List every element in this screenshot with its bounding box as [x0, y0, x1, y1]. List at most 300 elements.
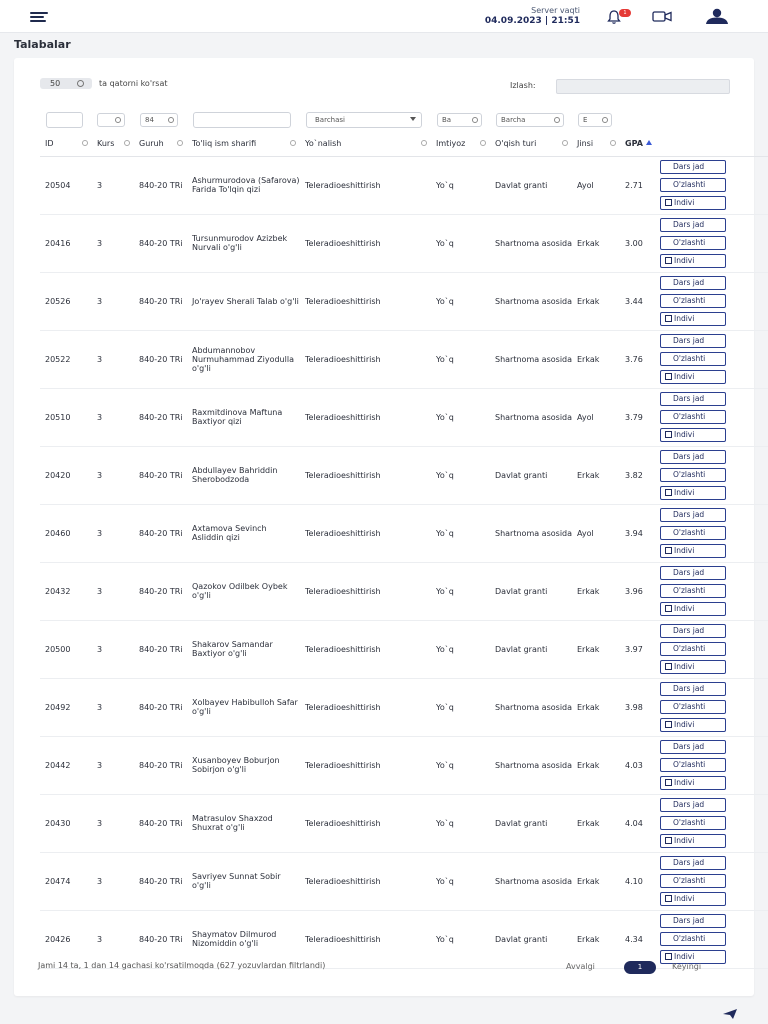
- video-icon[interactable]: [652, 11, 672, 22]
- cell-kurs: 3: [92, 562, 134, 620]
- action-label: O'zlashti: [673, 411, 706, 421]
- sort-icon: [562, 140, 568, 146]
- cell-gpa: 3.94: [620, 504, 660, 562]
- col-yonalish[interactable]: Yo`nalish: [300, 132, 431, 156]
- page-length-select[interactable]: [40, 78, 92, 89]
- table-row: [40, 156, 768, 214]
- filter-yonalish-select[interactable]: Barchasi: [306, 112, 422, 128]
- action-label: Indivi: [674, 777, 695, 787]
- individual-plan-button[interactable]: [660, 834, 726, 848]
- action-label: O'zlashti: [673, 469, 706, 479]
- cell-jinsi: Erkak: [572, 852, 620, 910]
- action-label: Dars jad: [673, 161, 705, 171]
- action-label: Dars jad: [673, 219, 705, 229]
- cell-actions: [660, 156, 768, 214]
- schedule-button[interactable]: [660, 508, 726, 522]
- col-gpa[interactable]: GPA: [620, 132, 660, 156]
- cell-name: Raxmitdinova Maftuna Baxtiyor qizi: [187, 388, 300, 446]
- schedule-button[interactable]: [660, 682, 726, 696]
- action-label: Indivi: [674, 835, 695, 845]
- cell-oqish-turi: Shartnoma asosida: [490, 852, 572, 910]
- chevron-down-icon: [472, 117, 478, 123]
- grades-button[interactable]: [660, 236, 726, 250]
- cell-jinsi: Erkak: [572, 736, 620, 794]
- cell-jinsi: Ayol: [572, 504, 620, 562]
- cell-name: Abdullayev Bahriddin Sherobodzoda: [187, 446, 300, 504]
- cell-guruh: 840-20 TRi: [134, 794, 187, 852]
- cell-guruh: 840-20 TRi: [134, 214, 187, 272]
- schedule-button[interactable]: [660, 334, 726, 348]
- individual-plan-button[interactable]: [660, 370, 726, 384]
- cell-yonalish: Teleradioeshittirish: [300, 678, 431, 736]
- cell-id: 20504: [40, 156, 92, 214]
- sort-icon: [124, 140, 130, 146]
- cell-kurs: 3: [92, 794, 134, 852]
- action-label: Indivi: [674, 719, 695, 729]
- action-label: O'zlashti: [673, 585, 706, 595]
- search-input[interactable]: [556, 79, 730, 94]
- cell-guruh: 840-20 TRi: [134, 562, 187, 620]
- cell-id: 20432: [40, 562, 92, 620]
- col-actions: [660, 132, 768, 156]
- cell-guruh: 840-20 TRi: [134, 156, 187, 214]
- schedule-button[interactable]: [660, 856, 726, 870]
- cell-actions: [660, 852, 768, 910]
- cell-actions: [660, 388, 768, 446]
- server-time-box: [485, 6, 580, 27]
- action-label: Dars jad: [673, 277, 705, 287]
- file-icon: [665, 895, 672, 902]
- cell-jinsi: Erkak: [572, 330, 620, 388]
- pagination-next[interactable]: Keyingi: [672, 962, 702, 971]
- action-label: Indivi: [674, 487, 695, 497]
- action-label: O'zlashti: [673, 237, 706, 247]
- cell-name: Qazokov Odilbek Oybek o'g'li: [187, 562, 300, 620]
- individual-plan-button[interactable]: [660, 776, 726, 790]
- cell-yonalish: Teleradioeshittirish: [300, 852, 431, 910]
- sort-icon: [82, 140, 88, 146]
- col-name[interactable]: To'liq ism sharifi: [187, 132, 300, 156]
- action-label: Dars jad: [673, 625, 705, 635]
- file-icon: [665, 605, 672, 612]
- cell-id: 20442: [40, 736, 92, 794]
- cell-id: 20474: [40, 852, 92, 910]
- cell-gpa: 3.00: [620, 214, 660, 272]
- students-table: [40, 132, 768, 969]
- table-row: [40, 446, 768, 504]
- cell-imtiyoz: Yo`q: [431, 330, 490, 388]
- cell-id: 20460: [40, 504, 92, 562]
- schedule-button[interactable]: [660, 218, 726, 232]
- cell-kurs: 3: [92, 272, 134, 330]
- filter-oqish-turi-select[interactable]: Barcha: [496, 113, 564, 127]
- cell-jinsi: Ayol: [572, 156, 620, 214]
- action-label: Indivi: [674, 951, 695, 961]
- cell-jinsi: Erkak: [572, 562, 620, 620]
- schedule-button[interactable]: [660, 740, 726, 754]
- file-icon: [665, 547, 672, 554]
- action-label: Dars jad: [673, 857, 705, 867]
- table-body: [40, 156, 768, 968]
- action-label: O'zlashti: [673, 759, 706, 769]
- cell-imtiyoz: Yo`q: [431, 504, 490, 562]
- cell-actions: [660, 504, 768, 562]
- cell-gpa: 4.04: [620, 794, 660, 852]
- cell-id: 20526: [40, 272, 92, 330]
- table-row: [40, 562, 768, 620]
- action-label: O'zlashti: [673, 179, 706, 189]
- cell-kurs: 3: [92, 736, 134, 794]
- action-label: Dars jad: [673, 683, 705, 693]
- table-row: [40, 330, 768, 388]
- table-row: [40, 214, 768, 272]
- action-label: Indivi: [674, 893, 695, 903]
- individual-plan-button[interactable]: [660, 602, 726, 616]
- action-label: O'zlashti: [673, 817, 706, 827]
- action-label: Dars jad: [673, 915, 705, 925]
- cell-kurs: 3: [92, 388, 134, 446]
- cell-gpa: 3.79: [620, 388, 660, 446]
- action-label: Dars jad: [673, 393, 705, 403]
- action-label: Indivi: [674, 429, 695, 439]
- cell-id: 20416: [40, 214, 92, 272]
- filter-id-input[interactable]: [46, 112, 83, 128]
- schedule-button[interactable]: [660, 624, 726, 638]
- cell-yonalish: Teleradioeshittirish: [300, 562, 431, 620]
- sort-icon: [290, 140, 296, 146]
- cell-guruh: 840-20 TRi: [134, 620, 187, 678]
- file-icon: [665, 199, 672, 206]
- page-length-value: 50: [50, 79, 61, 88]
- col-id[interactable]: ID: [40, 132, 92, 156]
- chevron-down-icon: [77, 80, 84, 87]
- cell-gpa: 2.71: [620, 156, 660, 214]
- grades-button[interactable]: [660, 584, 726, 598]
- sort-icon: [610, 140, 616, 146]
- schedule-button[interactable]: [660, 160, 726, 174]
- cell-imtiyoz: Yo`q: [431, 736, 490, 794]
- cell-kurs: 3: [92, 678, 134, 736]
- action-label: Indivi: [674, 545, 695, 555]
- chevron-down-icon: [602, 117, 608, 123]
- cell-gpa: 3.44: [620, 272, 660, 330]
- table-row: [40, 504, 768, 562]
- cell-id: 20522: [40, 330, 92, 388]
- cell-guruh: 840-20 TRi: [134, 910, 187, 968]
- action-label: O'zlashti: [673, 527, 706, 537]
- file-icon: [665, 837, 672, 844]
- table-row: [40, 388, 768, 446]
- grades-button[interactable]: [660, 874, 726, 888]
- action-label: O'zlashti: [673, 353, 706, 363]
- cell-jinsi: Ayol: [572, 388, 620, 446]
- cell-kurs: 3: [92, 330, 134, 388]
- cell-kurs: 3: [92, 620, 134, 678]
- filter-imtiyoz-select[interactable]: Ba: [437, 113, 482, 127]
- cell-guruh: 840-20 TRi: [134, 446, 187, 504]
- individual-plan-button[interactable]: [660, 718, 726, 732]
- page-title: Talabalar: [14, 38, 71, 51]
- action-label: O'zlashti: [673, 875, 706, 885]
- action-label: Dars jad: [673, 741, 705, 751]
- filter-row: [14, 112, 754, 130]
- cell-actions: [660, 794, 768, 852]
- cell-name: Xolbayev Habibulloh Safar o'g'li: [187, 678, 300, 736]
- send-icon[interactable]: [722, 1008, 738, 1020]
- cell-yonalish: Teleradioeshittirish: [300, 794, 431, 852]
- action-label: Dars jad: [673, 799, 705, 809]
- cell-guruh: 840-20 TRi: [134, 852, 187, 910]
- cell-oqish-turi: Davlat granti: [490, 446, 572, 504]
- cell-actions: [660, 678, 768, 736]
- cell-kurs: 3: [92, 504, 134, 562]
- sort-icon: [421, 140, 427, 146]
- cell-actions: [660, 272, 768, 330]
- filter-guruh-select[interactable]: 84: [140, 113, 178, 127]
- individual-plan-button[interactable]: [660, 660, 726, 674]
- table-header-row: [40, 132, 768, 156]
- search-label: Izlash:: [510, 81, 536, 90]
- cell-name: Jo'rayev Sherali Talab o'g'li: [187, 272, 300, 330]
- chevron-down-icon: [115, 117, 121, 123]
- cell-oqish-turi: Shartnoma asosida: [490, 214, 572, 272]
- cell-oqish-turi: Shartnoma asosida: [490, 678, 572, 736]
- col-jinsi[interactable]: Jinsi: [572, 132, 620, 156]
- filter-jinsi-select[interactable]: E: [578, 113, 612, 127]
- table-row: [40, 852, 768, 910]
- file-icon: [665, 257, 672, 264]
- action-label: Indivi: [674, 255, 695, 265]
- individual-plan-button[interactable]: [660, 312, 726, 326]
- filter-kurs-select[interactable]: [97, 113, 125, 127]
- cell-guruh: 840-20 TRi: [134, 504, 187, 562]
- cell-yonalish: Teleradioeshittirish: [300, 388, 431, 446]
- cell-name: Shakarov Samandar Baxtiyor o'g'li: [187, 620, 300, 678]
- table-row: [40, 736, 768, 794]
- action-label: Indivi: [674, 371, 695, 381]
- sort-icon: [177, 140, 183, 146]
- cell-imtiyoz: Yo`q: [431, 794, 490, 852]
- top-header: [0, 0, 768, 33]
- table-row: [40, 620, 768, 678]
- cell-imtiyoz: Yo`q: [431, 156, 490, 214]
- cell-id: 20510: [40, 388, 92, 446]
- cell-id: 20500: [40, 620, 92, 678]
- cell-yonalish: Teleradioeshittirish: [300, 446, 431, 504]
- grades-button[interactable]: [660, 294, 726, 308]
- cell-actions: [660, 562, 768, 620]
- cell-imtiyoz: Yo`q: [431, 852, 490, 910]
- action-label: Dars jad: [673, 451, 705, 461]
- cell-guruh: 840-20 TRi: [134, 388, 187, 446]
- notification-badge: 1: [619, 9, 631, 17]
- cell-guruh: 840-20 TRi: [134, 736, 187, 794]
- individual-plan-button[interactable]: [660, 428, 726, 442]
- cell-imtiyoz: Yo`q: [431, 620, 490, 678]
- file-icon: [665, 953, 672, 960]
- cell-oqish-turi: Shartnoma asosida: [490, 504, 572, 562]
- grades-button[interactable]: [660, 178, 726, 192]
- cell-kurs: 3: [92, 446, 134, 504]
- file-icon: [665, 315, 672, 322]
- grades-button[interactable]: [660, 410, 726, 424]
- cell-name: Tursunmurodov Azizbek Nurvali o'g'li: [187, 214, 300, 272]
- cell-gpa: 3.97: [620, 620, 660, 678]
- cell-id: 20430: [40, 794, 92, 852]
- cell-gpa: 4.34: [620, 910, 660, 968]
- chevron-down-icon: [410, 117, 416, 121]
- cell-imtiyoz: Yo`q: [431, 388, 490, 446]
- table-info: Jami 14 ta, 1 dan 14 gachasi ko'rsatilmoqda (627 yozuvlardan filtrlandi): [38, 961, 326, 970]
- individual-plan-button[interactable]: [660, 892, 726, 906]
- cell-oqish-turi: Shartnoma asosida: [490, 272, 572, 330]
- cell-name: Axtamova Sevinch Asliddin qizi: [187, 504, 300, 562]
- table-row: [40, 272, 768, 330]
- cell-yonalish: Teleradioeshittirish: [300, 736, 431, 794]
- table-row: [40, 678, 768, 736]
- filter-name-input[interactable]: [193, 112, 291, 128]
- col-imtiyoz[interactable]: Imtiyoz: [431, 132, 490, 156]
- cell-guruh: 840-20 TRi: [134, 330, 187, 388]
- schedule-button[interactable]: [660, 566, 726, 580]
- cell-yonalish: Teleradioeshittirish: [300, 910, 431, 968]
- cell-jinsi: Erkak: [572, 794, 620, 852]
- action-label: Dars jad: [673, 509, 705, 519]
- cell-gpa: 3.82: [620, 446, 660, 504]
- cell-guruh: 840-20 TRi: [134, 272, 187, 330]
- schedule-button[interactable]: [660, 798, 726, 812]
- file-icon: [665, 779, 672, 786]
- cell-guruh: 840-20 TRi: [134, 678, 187, 736]
- grades-button[interactable]: [660, 526, 726, 540]
- cell-kurs: 3: [92, 910, 134, 968]
- cell-id: 20426: [40, 910, 92, 968]
- action-label: O'zlashti: [673, 701, 706, 711]
- table-row: [40, 794, 768, 852]
- col-oqish-turi[interactable]: O'qish turi: [490, 132, 572, 156]
- cell-kurs: 3: [92, 214, 134, 272]
- sort-asc-icon: [646, 140, 652, 145]
- individual-plan-button[interactable]: [660, 254, 726, 268]
- cell-gpa: 4.03: [620, 736, 660, 794]
- cell-name: Abdumannobov Nurmuhammad Ziyodulla o'g'li: [187, 330, 300, 388]
- cell-oqish-turi: Davlat granti: [490, 562, 572, 620]
- cell-gpa: 3.76: [620, 330, 660, 388]
- pagination-prev[interactable]: Avvalgi: [566, 962, 595, 971]
- cell-oqish-turi: Shartnoma asosida: [490, 388, 572, 446]
- cell-yonalish: Teleradioeshittirish: [300, 214, 431, 272]
- cell-imtiyoz: Yo`q: [431, 214, 490, 272]
- user-avatar-icon[interactable]: [704, 8, 730, 24]
- cell-imtiyoz: Yo`q: [431, 272, 490, 330]
- schedule-button[interactable]: [660, 276, 726, 290]
- action-label: Indivi: [674, 197, 695, 207]
- cell-imtiyoz: Yo`q: [431, 562, 490, 620]
- cell-jinsi: Erkak: [572, 214, 620, 272]
- grades-button[interactable]: [660, 468, 726, 482]
- cell-actions: [660, 910, 768, 968]
- grades-button[interactable]: [660, 758, 726, 772]
- cell-imtiyoz: Yo`q: [431, 446, 490, 504]
- grades-button[interactable]: [660, 932, 726, 946]
- page-length-label: ta qatorni ko'rsat: [99, 79, 168, 88]
- grades-button[interactable]: [660, 700, 726, 714]
- schedule-button[interactable]: [660, 392, 726, 406]
- cell-oqish-turi: Shartnoma asosida: [490, 330, 572, 388]
- cell-id: 20492: [40, 678, 92, 736]
- schedule-button[interactable]: [660, 914, 726, 928]
- cell-actions: [660, 620, 768, 678]
- col-guruh[interactable]: Guruh: [134, 132, 187, 156]
- menu-icon[interactable]: [30, 12, 48, 22]
- grades-button[interactable]: [660, 816, 726, 830]
- cell-jinsi: Erkak: [572, 446, 620, 504]
- cell-oqish-turi: Shartnoma asosida: [490, 736, 572, 794]
- cell-jinsi: Erkak: [572, 910, 620, 968]
- cell-imtiyoz: Yo`q: [431, 678, 490, 736]
- individual-plan-button[interactable]: [660, 486, 726, 500]
- action-label: Indivi: [674, 603, 695, 613]
- file-icon: [665, 721, 672, 728]
- cell-name: Savriyev Sunnat Sobir o'g'li: [187, 852, 300, 910]
- individual-plan-button[interactable]: [660, 544, 726, 558]
- cell-actions: [660, 446, 768, 504]
- server-time-value: 04.09.2023 | 21:51: [484, 16, 580, 26]
- cell-oqish-turi: Davlat granti: [490, 156, 572, 214]
- action-label: Dars jad: [673, 567, 705, 577]
- schedule-button[interactable]: [660, 450, 726, 464]
- table-row: [40, 910, 768, 968]
- file-icon: [665, 373, 672, 380]
- cell-actions: [660, 330, 768, 388]
- action-label: Indivi: [674, 313, 695, 323]
- action-label: O'zlashti: [673, 933, 706, 943]
- chevron-down-icon: [168, 117, 174, 123]
- grades-button[interactable]: [660, 352, 726, 366]
- cell-oqish-turi: Davlat granti: [490, 794, 572, 852]
- cell-id: 20420: [40, 446, 92, 504]
- server-time-label: Server vaqti: [531, 6, 580, 15]
- cell-jinsi: Erkak: [572, 620, 620, 678]
- cell-name: Matrasulov Shaxzod Shuxrat o'g'li: [187, 794, 300, 852]
- action-label: O'zlashti: [673, 643, 706, 653]
- col-kurs[interactable]: Kurs: [92, 132, 134, 156]
- grades-button[interactable]: [660, 642, 726, 656]
- individual-plan-button[interactable]: [660, 196, 726, 210]
- cell-gpa: 3.98: [620, 678, 660, 736]
- cell-yonalish: Teleradioeshittirish: [300, 620, 431, 678]
- cell-name: Shaymatov Dilmurod Nizomiddin o'g'li: [187, 910, 300, 968]
- pagination-page-1[interactable]: 1: [624, 961, 656, 974]
- cell-gpa: 3.96: [620, 562, 660, 620]
- file-icon: [665, 489, 672, 496]
- cell-kurs: 3: [92, 852, 134, 910]
- chevron-down-icon: [554, 117, 560, 123]
- action-label: O'zlashti: [673, 295, 706, 305]
- cell-name: Ashurmurodova (Safarova) Farida To'lqin qizi: [187, 156, 300, 214]
- sort-icon: [480, 140, 486, 146]
- cell-actions: [660, 214, 768, 272]
- cell-jinsi: Erkak: [572, 678, 620, 736]
- cell-oqish-turi: Davlat granti: [490, 910, 572, 968]
- file-icon: [665, 431, 672, 438]
- action-label: Indivi: [674, 661, 695, 671]
- cell-kurs: 3: [92, 156, 134, 214]
- cell-name: Xusanboyev Boburjon Sobirjon o'g'li: [187, 736, 300, 794]
- cell-actions: [660, 736, 768, 794]
- file-icon: [665, 663, 672, 670]
- cell-oqish-turi: Davlat granti: [490, 620, 572, 678]
